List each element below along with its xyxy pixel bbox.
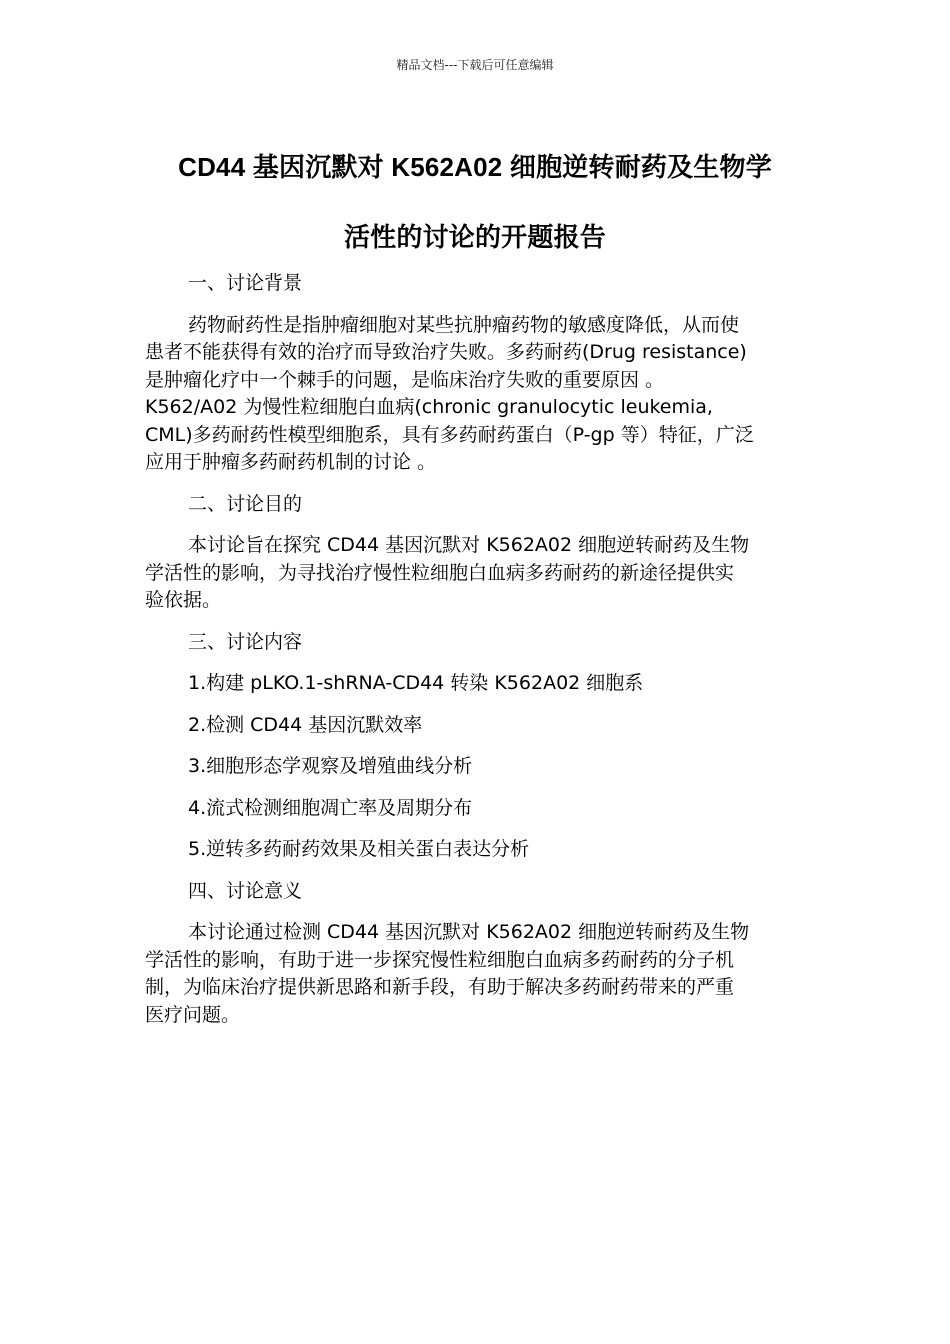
paragraph-line: 患者不能获得有效的治疗而导致治疗失败。多药耐药(Drug resistance) (145, 341, 747, 363)
title-line-1: CD44 基因沉默对 K562A02 细胞逆转耐药及生物学 (178, 152, 772, 182)
significance-paragraph (145, 919, 810, 1029)
section-heading-background: 一、讨论背景 (188, 272, 303, 294)
paragraph-line: K562/A02 为慢性粒细胞白血病(chronic granulocytic leukemia, (145, 396, 713, 418)
section-heading-content: 三、讨论内容 (188, 630, 303, 653)
content-list-item: 4.流式检测细胞凋亡率及周期分布 (188, 796, 473, 819)
paragraph-line: 制，为临床治疗提供新思路和新手段，有助于解决多药耐药带来的严重 (145, 976, 735, 998)
paragraph-line: 是肿瘤化疗中一个棘手的问题，是临床治疗失败的重要原因 。 (145, 368, 665, 391)
content-list-item: 2.检测 CD44 基因沉默效率 (188, 713, 423, 736)
paragraph-line: CML)多药耐药性模型细胞系，具有多药耐药蛋白（P-gp 等）特征，广泛 (145, 423, 754, 446)
paragraph-line: 本讨论旨在探究 CD44 基因沉默对 K562A02 细胞逆转耐药及生物 (188, 534, 750, 556)
paragraph-line: 学活性的影响，为寻找治疗慢性粒细胞白血病多药耐药的新途径提供实 (145, 561, 735, 584)
paragraph-line: 药物耐药性是指肿瘤细胞对某些抗肿瘤药物的敏感度降低，从而使 (188, 313, 740, 336)
background-paragraph (145, 312, 810, 477)
document-title (130, 132, 820, 272)
content-list-item: 5.逆转多药耐药效果及相关蛋白表达分析 (188, 838, 530, 860)
paragraph-line: 学活性的影响，有助于进一步探究慢性粒细胞白血病多药耐药的分子机 (145, 948, 735, 971)
paragraph-line: 验依据。 (145, 589, 222, 611)
page-header: 精品文档---下载后可任意编辑 (396, 58, 554, 72)
paragraph-line: 本讨论通过检测 CD44 基因沉默对 K562A02 细胞逆转耐药及生物 (188, 921, 750, 943)
title-line-2: 活性的讨论的开题报告 (343, 222, 606, 252)
paragraph-line: 应用于肿瘤多药耐药机制的讨论 。 (145, 451, 437, 473)
purpose-paragraph (145, 532, 810, 615)
document-body (145, 270, 810, 1043)
paragraph-line: 医疗问题。 (145, 1003, 241, 1026)
section-heading-purpose: 二、讨论目的 (188, 492, 303, 515)
content-list-item: 3.细胞形态学观察及增殖曲线分析 (188, 755, 473, 777)
section-heading-significance: 四、讨论意义 (188, 879, 303, 902)
content-list-item: 1.构建 pLKO.1-shRNA-CD44 转染 K562A02 细胞系 (188, 672, 644, 694)
